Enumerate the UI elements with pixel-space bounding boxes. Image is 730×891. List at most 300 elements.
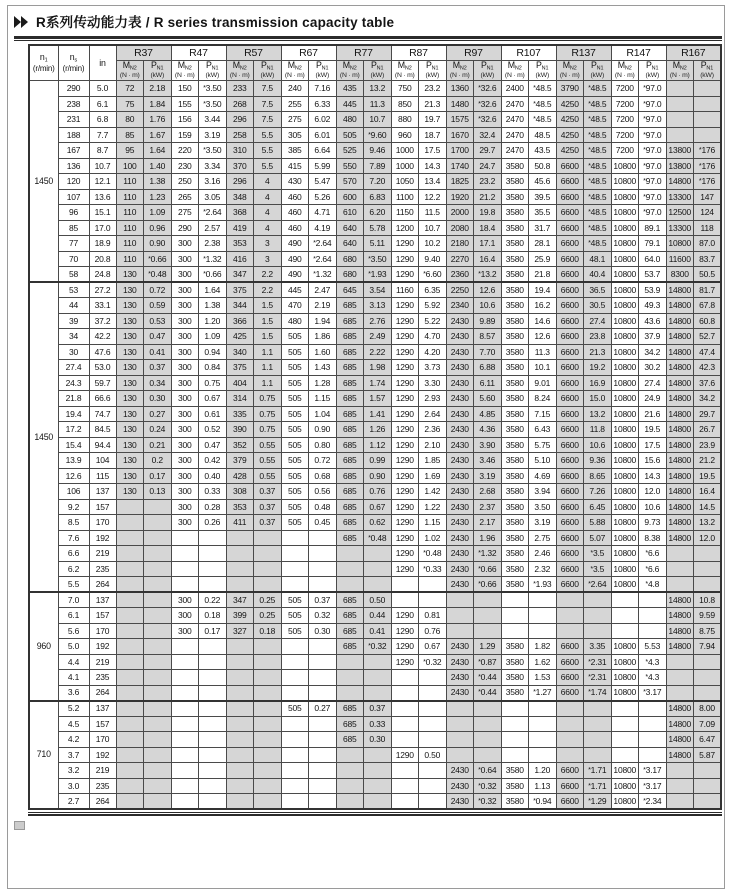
value-cell: 1290 bbox=[391, 484, 419, 500]
value-cell bbox=[254, 670, 282, 686]
value-cell: 0.25 bbox=[254, 592, 282, 608]
in-cell: 24.8 bbox=[89, 267, 116, 283]
value-cell: 3580 bbox=[501, 344, 529, 360]
value-cell: 300 bbox=[171, 329, 199, 345]
value-cell: 0.56 bbox=[309, 484, 337, 500]
value-cell: *3.50 bbox=[199, 143, 227, 159]
value-cell bbox=[666, 577, 694, 593]
value-cell: 300 bbox=[171, 453, 199, 469]
ns-cell: 2.7 bbox=[58, 794, 89, 810]
value-cell: 505 bbox=[281, 453, 309, 469]
value-cell: 13300 bbox=[666, 220, 694, 236]
value-cell: 17.5 bbox=[639, 437, 667, 453]
value-cell bbox=[391, 716, 419, 732]
value-cell: 10800 bbox=[611, 794, 639, 810]
value-cell: 156 bbox=[171, 112, 199, 128]
value-cell bbox=[144, 592, 172, 608]
value-cell: 4 bbox=[254, 174, 282, 190]
value-cell: 28.1 bbox=[529, 236, 557, 252]
value-cell: 1.04 bbox=[309, 406, 337, 422]
value-cell bbox=[281, 530, 309, 546]
ns-cell: 5.0 bbox=[58, 639, 89, 655]
value-cell bbox=[116, 685, 144, 701]
in-cell: 15.1 bbox=[89, 205, 116, 221]
value-cell bbox=[116, 530, 144, 546]
value-cell: 0.81 bbox=[419, 608, 447, 624]
value-cell: 1825 bbox=[446, 174, 474, 190]
value-cell bbox=[281, 546, 309, 562]
value-cell bbox=[144, 763, 172, 779]
ns-cell: 30 bbox=[58, 344, 89, 360]
value-cell: 7.16 bbox=[309, 81, 337, 97]
value-cell: 1.12 bbox=[364, 437, 392, 453]
table-row bbox=[29, 747, 721, 763]
value-cell: 3.44 bbox=[199, 112, 227, 128]
value-cell: 14800 bbox=[666, 453, 694, 469]
value-cell: 1.38 bbox=[199, 298, 227, 314]
value-cell: 685 bbox=[336, 344, 364, 360]
value-cell: 352 bbox=[226, 437, 254, 453]
in-cell: 7.7 bbox=[89, 127, 116, 143]
value-cell: 7.15 bbox=[529, 406, 557, 422]
value-cell: 3.19 bbox=[199, 127, 227, 143]
value-cell: 300 bbox=[171, 251, 199, 267]
value-cell: 685 bbox=[336, 375, 364, 391]
value-cell: 23.8 bbox=[584, 329, 612, 345]
value-cell: 550 bbox=[336, 158, 364, 174]
subheader-R97-MN2: $M_{N2}$ (N · m) bbox=[446, 61, 474, 81]
value-cell: 0.90 bbox=[309, 422, 337, 438]
value-cell: 5.5 bbox=[254, 127, 282, 143]
value-cell: 3580 bbox=[501, 670, 529, 686]
value-cell: 27.4 bbox=[639, 375, 667, 391]
value-cell: 505 bbox=[281, 499, 309, 515]
in-cell: 115 bbox=[89, 468, 116, 484]
value-cell: 1480 bbox=[446, 96, 474, 112]
in-cell: 13.6 bbox=[89, 189, 116, 205]
value-cell: 52.7 bbox=[694, 329, 722, 345]
value-cell bbox=[226, 701, 254, 717]
value-cell: 1000 bbox=[391, 158, 419, 174]
title-bar bbox=[14, 9, 722, 33]
value-cell: 375 bbox=[226, 360, 254, 376]
ns-cell: 39 bbox=[58, 313, 89, 329]
value-cell bbox=[144, 530, 172, 546]
value-cell bbox=[584, 701, 612, 717]
value-cell bbox=[336, 546, 364, 562]
value-cell bbox=[309, 654, 337, 670]
value-cell: 110 bbox=[116, 220, 144, 236]
value-cell bbox=[116, 670, 144, 686]
value-cell bbox=[226, 732, 254, 748]
value-cell: 2430 bbox=[446, 561, 474, 577]
value-cell: 0.33 bbox=[364, 716, 392, 732]
value-cell: 7.5 bbox=[254, 96, 282, 112]
value-cell: 296 bbox=[226, 112, 254, 128]
table-body bbox=[29, 81, 721, 810]
value-cell: 1050 bbox=[391, 174, 419, 190]
value-cell: 680 bbox=[336, 251, 364, 267]
value-cell: 3580 bbox=[501, 778, 529, 794]
value-cell: 8.75 bbox=[694, 623, 722, 639]
value-cell: 3580 bbox=[501, 267, 529, 283]
value-cell: 525 bbox=[336, 143, 364, 159]
value-cell: 11.3 bbox=[364, 96, 392, 112]
value-cell: 6.43 bbox=[529, 422, 557, 438]
in-cell: 74.7 bbox=[89, 406, 116, 422]
value-cell: *3.50 bbox=[199, 81, 227, 97]
value-cell bbox=[281, 561, 309, 577]
value-cell bbox=[199, 654, 227, 670]
value-cell bbox=[446, 701, 474, 717]
value-cell: 3580 bbox=[501, 251, 529, 267]
table-row bbox=[29, 778, 721, 794]
value-cell: 375 bbox=[226, 282, 254, 298]
value-cell: 0.22 bbox=[199, 592, 227, 608]
value-cell: 49.3 bbox=[639, 298, 667, 314]
value-cell: 230 bbox=[171, 158, 199, 174]
model-header-R57: R57 bbox=[226, 45, 281, 61]
table-row bbox=[29, 96, 721, 112]
value-cell: 6600 bbox=[556, 437, 584, 453]
value-cell bbox=[419, 763, 447, 779]
value-cell bbox=[501, 623, 529, 639]
value-cell: 300 bbox=[171, 391, 199, 407]
value-cell bbox=[391, 577, 419, 593]
value-cell: 3580 bbox=[501, 220, 529, 236]
ns-cell: 27.4 bbox=[58, 360, 89, 376]
value-cell bbox=[364, 654, 392, 670]
value-cell: *2.31 bbox=[584, 654, 612, 670]
value-cell: 470 bbox=[281, 298, 309, 314]
value-cell: 0.37 bbox=[254, 515, 282, 531]
value-cell: 130 bbox=[116, 468, 144, 484]
value-cell: 5.78 bbox=[364, 220, 392, 236]
value-cell: 685 bbox=[336, 406, 364, 422]
value-cell: 10800 bbox=[611, 375, 639, 391]
value-cell: 0.26 bbox=[199, 515, 227, 531]
value-cell: 79.1 bbox=[639, 236, 667, 252]
value-cell: 10800 bbox=[611, 577, 639, 593]
model-header-R137: R137 bbox=[556, 45, 611, 61]
value-cell: 310 bbox=[226, 143, 254, 159]
value-cell: 2470 bbox=[501, 96, 529, 112]
ns-cell: 4.4 bbox=[58, 654, 89, 670]
value-cell: 2430 bbox=[446, 453, 474, 469]
ns-cell: 4.2 bbox=[58, 732, 89, 748]
value-cell: 1.85 bbox=[419, 453, 447, 469]
value-cell: 14800 bbox=[666, 298, 694, 314]
value-cell bbox=[611, 608, 639, 624]
value-cell: *0.44 bbox=[474, 685, 502, 701]
ns-cell: 21.8 bbox=[58, 391, 89, 407]
value-cell: 10800 bbox=[611, 406, 639, 422]
value-cell: 685 bbox=[336, 484, 364, 500]
value-cell: 300 bbox=[171, 437, 199, 453]
value-cell bbox=[529, 592, 557, 608]
value-cell: 347 bbox=[226, 592, 254, 608]
value-cell: 26.7 bbox=[694, 422, 722, 438]
value-cell: 14800 bbox=[666, 329, 694, 345]
value-cell: 6.02 bbox=[309, 112, 337, 128]
value-cell bbox=[584, 732, 612, 748]
in-cell: 137 bbox=[89, 484, 116, 500]
value-cell: 570 bbox=[336, 174, 364, 190]
value-cell bbox=[116, 577, 144, 593]
subheader-R37-MN2: $M_{N2}$ (N · m) bbox=[116, 61, 144, 81]
value-cell: 5.47 bbox=[309, 174, 337, 190]
value-cell: *48.5 bbox=[584, 174, 612, 190]
value-cell: 12.6 bbox=[529, 329, 557, 345]
subheader-R57-MN2: $M_{N2}$ (N · m) bbox=[226, 61, 254, 81]
value-cell bbox=[501, 716, 529, 732]
table-row bbox=[29, 236, 721, 252]
value-cell: 10800 bbox=[611, 344, 639, 360]
table-row bbox=[29, 205, 721, 221]
value-cell bbox=[694, 763, 722, 779]
value-cell: 89.1 bbox=[639, 220, 667, 236]
value-cell: 16.2 bbox=[529, 298, 557, 314]
corner-header-in: in bbox=[89, 45, 116, 81]
value-cell: 2430 bbox=[446, 670, 474, 686]
value-cell: 300 bbox=[171, 623, 199, 639]
ns-cell: 5.2 bbox=[58, 701, 89, 717]
value-cell bbox=[144, 732, 172, 748]
value-cell: 10.6 bbox=[639, 499, 667, 515]
value-cell: 10800 bbox=[611, 670, 639, 686]
value-cell bbox=[226, 670, 254, 686]
value-cell bbox=[391, 763, 419, 779]
value-cell bbox=[666, 112, 694, 128]
value-cell: 7.5 bbox=[254, 112, 282, 128]
ns-cell: 106 bbox=[58, 484, 89, 500]
value-cell bbox=[584, 592, 612, 608]
value-cell bbox=[419, 794, 447, 810]
value-cell: 3.05 bbox=[199, 189, 227, 205]
value-cell bbox=[694, 654, 722, 670]
value-cell: 0.30 bbox=[364, 732, 392, 748]
value-cell bbox=[666, 546, 694, 562]
value-cell bbox=[199, 716, 227, 732]
in-cell: 157 bbox=[89, 608, 116, 624]
value-cell: 6600 bbox=[556, 778, 584, 794]
value-cell bbox=[446, 732, 474, 748]
value-cell: 19.5 bbox=[639, 422, 667, 438]
value-cell: 3580 bbox=[501, 577, 529, 593]
value-cell: *32.6 bbox=[474, 81, 502, 97]
value-cell: 0.75 bbox=[254, 406, 282, 422]
value-cell: *13.2 bbox=[474, 267, 502, 283]
value-cell: 685 bbox=[336, 701, 364, 717]
value-cell: 6600 bbox=[556, 794, 584, 810]
value-cell: 9.01 bbox=[529, 375, 557, 391]
value-cell: 6600 bbox=[556, 189, 584, 205]
value-cell: 290 bbox=[171, 220, 199, 236]
value-cell: *97.0 bbox=[639, 174, 667, 190]
value-cell: 415 bbox=[281, 158, 309, 174]
value-cell bbox=[144, 701, 172, 717]
value-cell: 5.5 bbox=[254, 143, 282, 159]
value-cell: 2430 bbox=[446, 763, 474, 779]
subheader-R107-MN2: $M_{N2}$ (N · m) bbox=[501, 61, 529, 81]
ns-cell: 7.0 bbox=[58, 592, 89, 608]
value-cell bbox=[501, 701, 529, 717]
value-cell bbox=[556, 747, 584, 763]
value-cell bbox=[529, 701, 557, 717]
value-cell: 147 bbox=[694, 189, 722, 205]
value-cell bbox=[171, 701, 199, 717]
ns-cell: 3.2 bbox=[58, 763, 89, 779]
in-cell: 264 bbox=[89, 794, 116, 810]
value-cell: 685 bbox=[336, 468, 364, 484]
table-row bbox=[29, 530, 721, 546]
value-cell: 1.69 bbox=[419, 468, 447, 484]
in-cell: 20.8 bbox=[89, 251, 116, 267]
in-cell: 94.4 bbox=[89, 437, 116, 453]
value-cell: 2250 bbox=[446, 282, 474, 298]
value-cell: 14800 bbox=[666, 422, 694, 438]
value-cell: 6600 bbox=[556, 298, 584, 314]
value-cell: 19.8 bbox=[474, 205, 502, 221]
value-cell: 0.62 bbox=[364, 515, 392, 531]
value-cell: 3580 bbox=[501, 654, 529, 670]
value-cell: 30.5 bbox=[584, 298, 612, 314]
value-cell: 7.70 bbox=[474, 344, 502, 360]
value-cell: 685 bbox=[336, 298, 364, 314]
value-cell: 10800 bbox=[611, 685, 639, 701]
value-cell: 6600 bbox=[556, 313, 584, 329]
ns-cell: 70 bbox=[58, 251, 89, 267]
value-cell bbox=[336, 778, 364, 794]
value-cell: 130 bbox=[116, 267, 144, 283]
value-cell: 0.13 bbox=[144, 484, 172, 500]
value-cell bbox=[226, 561, 254, 577]
ns-cell: 9.2 bbox=[58, 499, 89, 515]
ns-cell: 231 bbox=[58, 112, 89, 128]
ns-cell: 107 bbox=[58, 189, 89, 205]
capacity-table bbox=[28, 44, 722, 810]
value-cell bbox=[474, 701, 502, 717]
value-cell: 2.75 bbox=[529, 530, 557, 546]
value-cell: 2.76 bbox=[364, 313, 392, 329]
value-cell bbox=[171, 763, 199, 779]
value-cell: 8.00 bbox=[694, 701, 722, 717]
value-cell: 300 bbox=[171, 484, 199, 500]
table-row bbox=[29, 174, 721, 190]
value-cell: 0.45 bbox=[309, 515, 337, 531]
value-cell: *0.32 bbox=[474, 794, 502, 810]
value-cell: 0.41 bbox=[144, 344, 172, 360]
value-cell: 14.3 bbox=[419, 158, 447, 174]
value-cell: 0.67 bbox=[199, 391, 227, 407]
value-cell: 640 bbox=[336, 220, 364, 236]
value-cell: 300 bbox=[171, 282, 199, 298]
value-cell: *3.17 bbox=[639, 685, 667, 701]
value-cell: *97.0 bbox=[639, 143, 667, 159]
value-cell bbox=[226, 794, 254, 810]
in-cell: 37.2 bbox=[89, 313, 116, 329]
value-cell: 10.6 bbox=[474, 298, 502, 314]
in-cell: 66.6 bbox=[89, 391, 116, 407]
value-cell: 7200 bbox=[611, 143, 639, 159]
value-cell: 2430 bbox=[446, 654, 474, 670]
value-cell: 505 bbox=[281, 592, 309, 608]
value-cell: *0.66 bbox=[144, 251, 172, 267]
table-row bbox=[29, 639, 721, 655]
value-cell: 1290 bbox=[391, 437, 419, 453]
table-row bbox=[29, 344, 721, 360]
value-cell: *0.32 bbox=[364, 639, 392, 655]
value-cell: 6600 bbox=[556, 561, 584, 577]
value-cell: 2340 bbox=[446, 298, 474, 314]
value-cell: 0.72 bbox=[309, 453, 337, 469]
in-cell: 235 bbox=[89, 778, 116, 794]
value-cell: 1290 bbox=[391, 391, 419, 407]
value-cell bbox=[364, 577, 392, 593]
value-cell: 0.47 bbox=[199, 437, 227, 453]
value-cell: 1670 bbox=[446, 127, 474, 143]
value-cell: 404 bbox=[226, 375, 254, 391]
value-cell: *48.5 bbox=[584, 236, 612, 252]
value-cell: 1290 bbox=[391, 499, 419, 515]
value-cell: 480 bbox=[281, 313, 309, 329]
value-cell bbox=[254, 716, 282, 732]
value-cell: 505 bbox=[281, 623, 309, 639]
value-cell: 1.20 bbox=[199, 313, 227, 329]
value-cell bbox=[309, 716, 337, 732]
value-cell: 10800 bbox=[611, 763, 639, 779]
value-cell: 685 bbox=[336, 313, 364, 329]
ns-cell: 238 bbox=[58, 96, 89, 112]
ns-cell: 7.6 bbox=[58, 530, 89, 546]
value-cell: 0.48 bbox=[309, 499, 337, 515]
value-cell: 87.0 bbox=[694, 236, 722, 252]
value-cell bbox=[171, 716, 199, 732]
value-cell bbox=[309, 577, 337, 593]
value-cell: 1.09 bbox=[144, 205, 172, 221]
value-cell: 2470 bbox=[501, 112, 529, 128]
ns-cell: 85 bbox=[58, 220, 89, 236]
value-cell: 6600 bbox=[556, 530, 584, 546]
value-cell: 23.2 bbox=[419, 81, 447, 97]
value-cell: 685 bbox=[336, 716, 364, 732]
value-cell: 1290 bbox=[391, 608, 419, 624]
table-row bbox=[29, 561, 721, 577]
value-cell bbox=[116, 608, 144, 624]
value-cell: *48.5 bbox=[529, 81, 557, 97]
value-cell: 1290 bbox=[391, 344, 419, 360]
value-cell: 6.45 bbox=[584, 499, 612, 515]
value-cell: *9.60 bbox=[364, 127, 392, 143]
ns-cell: 290 bbox=[58, 81, 89, 97]
value-cell bbox=[639, 592, 667, 608]
value-cell: *48.5 bbox=[529, 112, 557, 128]
value-cell: *3.50 bbox=[364, 251, 392, 267]
value-cell: 118 bbox=[694, 220, 722, 236]
value-cell: 3580 bbox=[501, 298, 529, 314]
value-cell: 5.26 bbox=[309, 189, 337, 205]
value-cell bbox=[226, 763, 254, 779]
value-cell: 0.99 bbox=[364, 453, 392, 469]
value-cell bbox=[144, 747, 172, 763]
value-cell bbox=[666, 96, 694, 112]
in-cell: 170 bbox=[89, 623, 116, 639]
value-cell: 15.6 bbox=[639, 453, 667, 469]
value-cell bbox=[309, 561, 337, 577]
value-cell: 2430 bbox=[446, 794, 474, 810]
value-cell: 366 bbox=[226, 313, 254, 329]
value-cell bbox=[144, 794, 172, 810]
